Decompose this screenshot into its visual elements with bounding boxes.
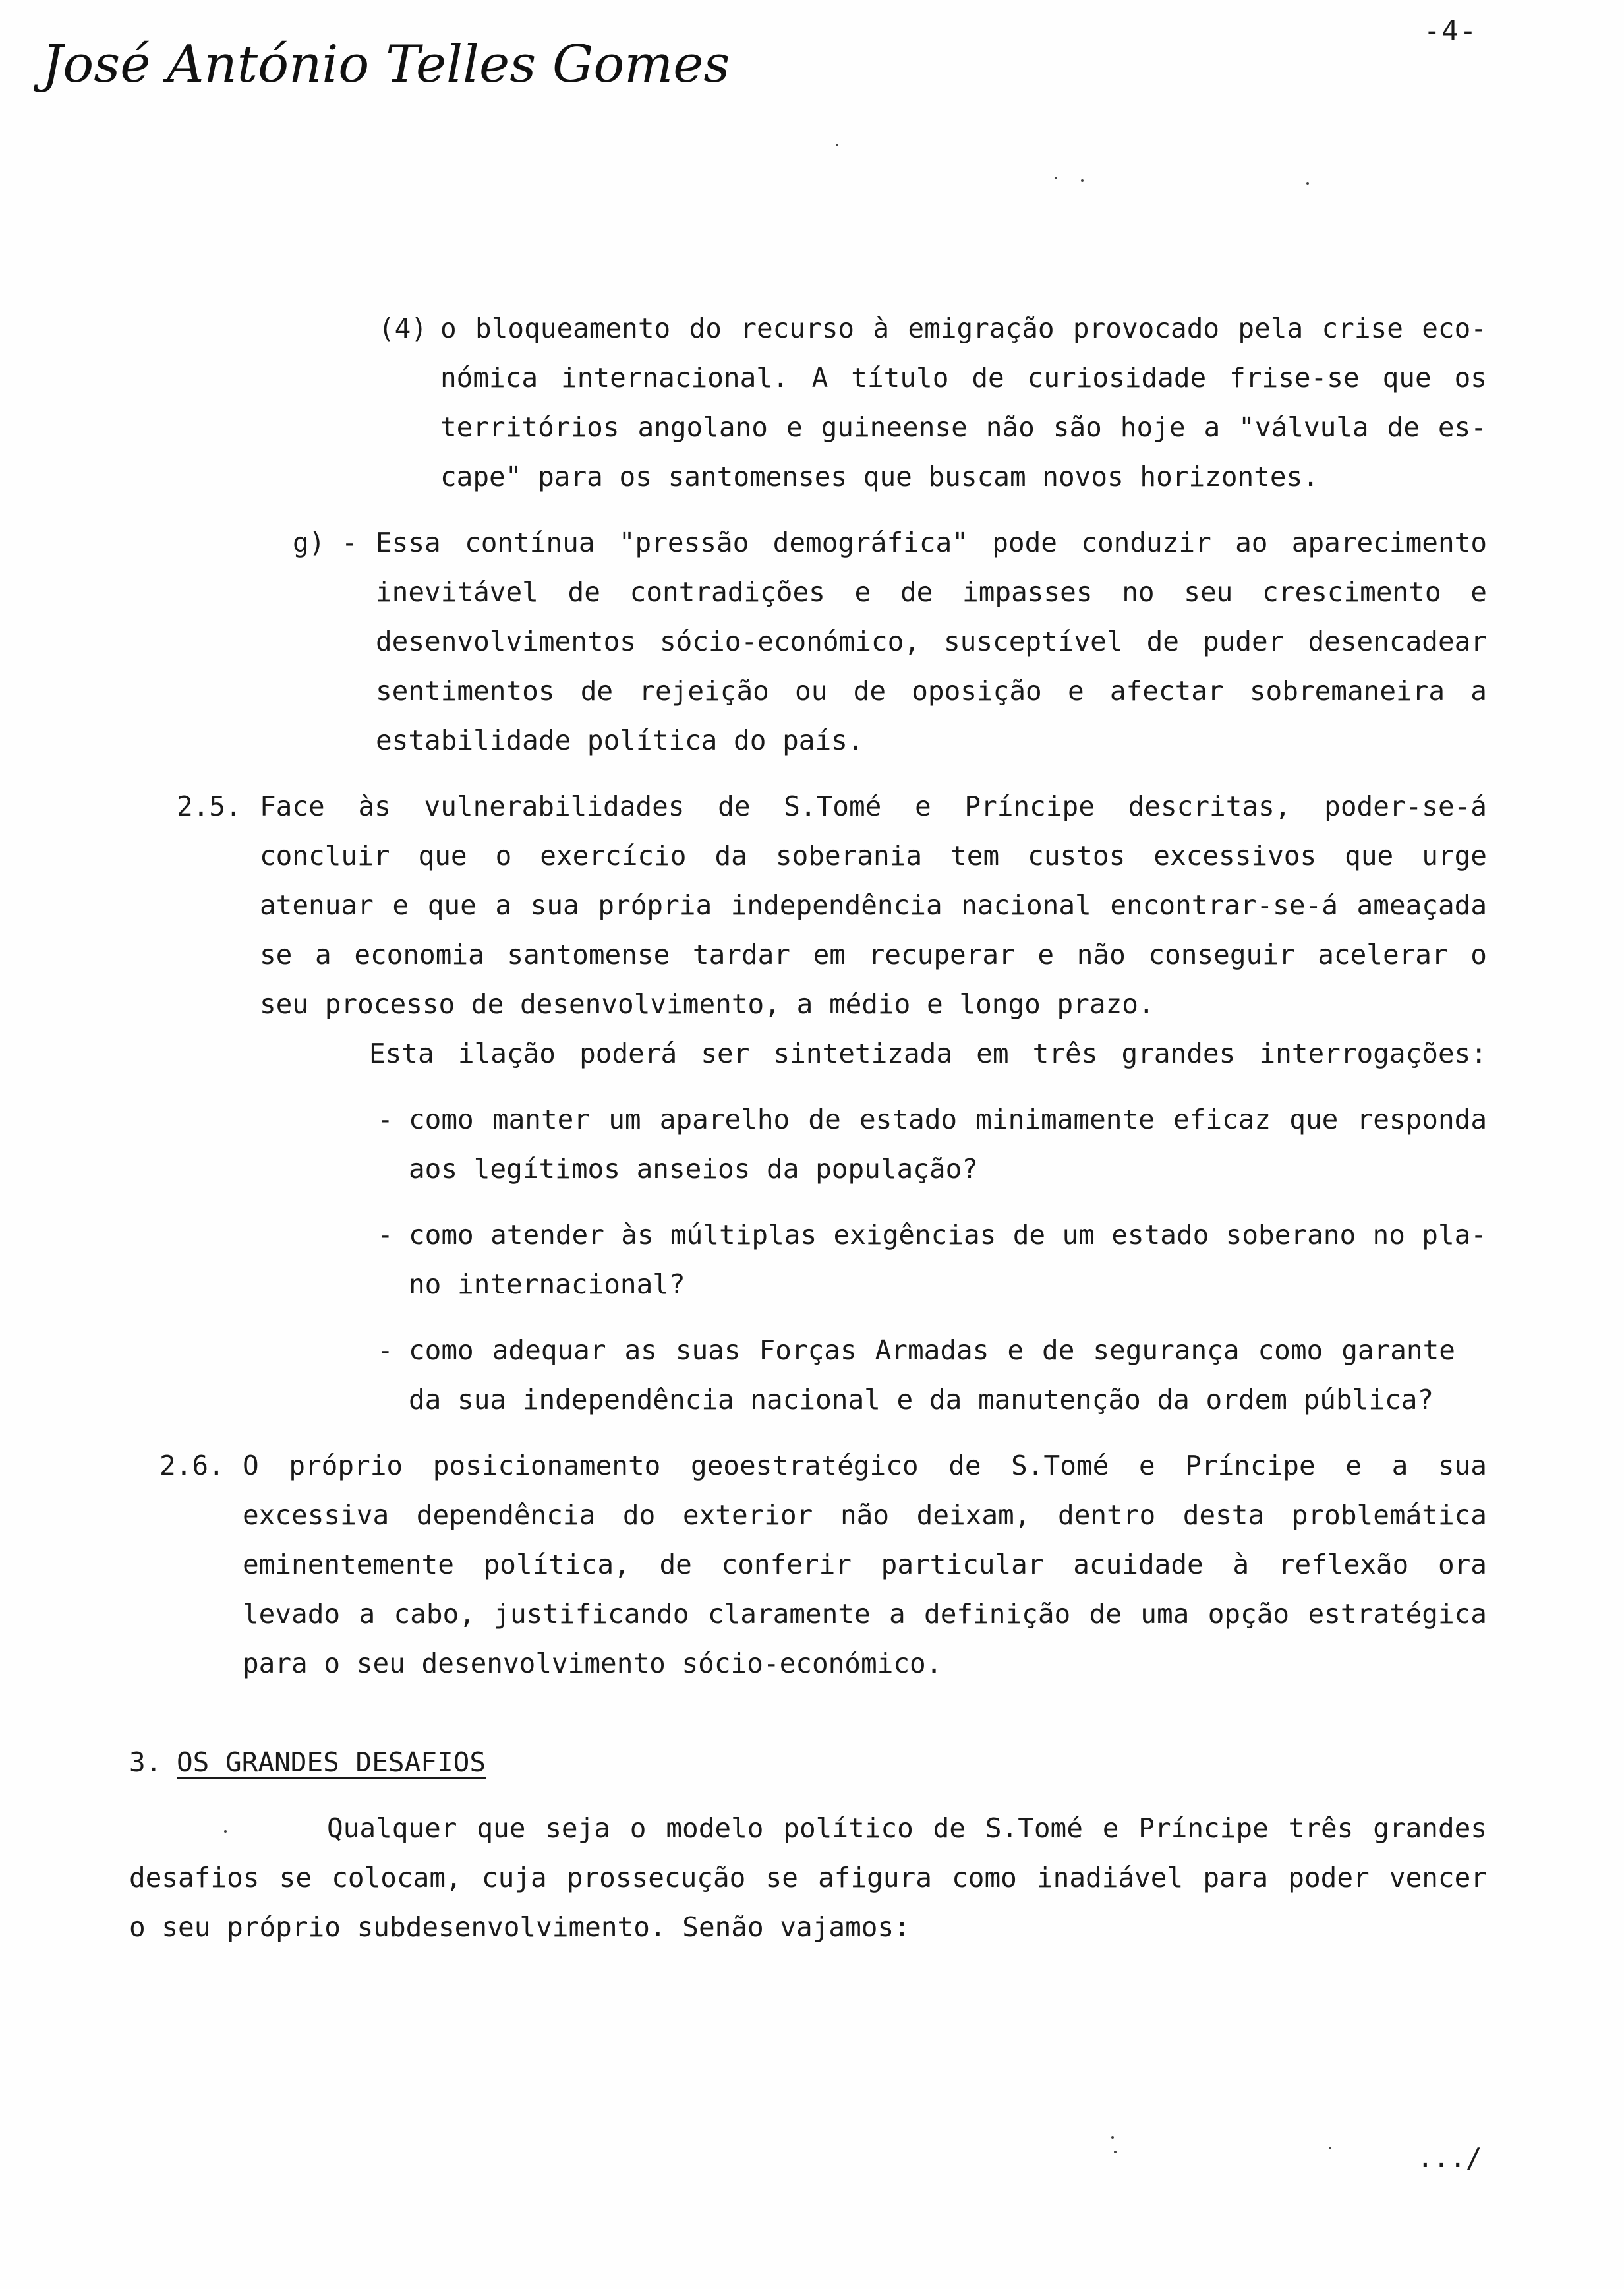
scan-speck [1306,182,1309,185]
section-2-6-line-5: para o seu desenvolvimento sócio-económico. [243,1648,942,1679]
question-1-dash: - [377,1104,393,1135]
item-g-line-5: estabilidade política do país. [376,725,864,756]
section-2-5-intro: Esta ilação poderá ser sintetizada em três grandes interrogações: [369,1038,1487,1069]
continuation-mark: .../ [1417,2142,1482,2174]
section-3-line-1: Qualquer que seja o modelo político de S.Tomé e Príncipe três grandes [327,1812,1487,1844]
scan-speck [1055,177,1057,179]
item-g-line-3: desenvolvimentos sócio-económico, susceptível de puder desencadear [376,626,1487,657]
section-2-5-line-1: Face às vulnerabilidades de S.Tomé e Príncipe descritas, poder-se-á [260,790,1487,822]
item-g-marker: g) - [293,527,358,558]
item-g-line-2: inevitável de contradições e de impasses no seu crescimento e [376,576,1487,608]
scan-speck [1081,179,1084,182]
author-signature [40,26,730,105]
section-2-5-line-2: concluir que o exercício da soberania tem custos excessivos que urge [260,840,1487,872]
section-2-5-line-3: atenuar e que a sua própria independência nacional encontrar-se-á ameaçada [260,889,1487,921]
question-3-line-1: como adequar as suas Forças Armadas e de segurança como garante [409,1334,1455,1366]
question-2-line-1: como atender às múltiplas exigências de um estado soberano no pla- [409,1219,1487,1251]
scan-speck [836,144,838,146]
item-4-line-3: territórios angolano e guineense não são hoje a "válvula de es- [440,411,1487,443]
section-2-5-line-5: seu processo de desenvolvimento, a médio e longo prazo. [260,988,1155,1020]
scan-speck [224,1830,227,1833]
item-4-marker: (4) [378,312,428,344]
item-g-line-4: sentimentos de rejeição ou de oposição e afectar sobremaneira a [376,675,1487,707]
signature-handwriting [40,26,730,105]
section-3-line-2: desafios se colocam, cuja prossecução se afigura como inadiável para poder vencer [129,1862,1487,1893]
scan-speck [1114,2151,1116,2153]
section-3-number: 3. [129,1746,162,1778]
scan-speck [1111,2136,1114,2139]
question-2-dash: - [377,1219,393,1251]
section-2-6-line-3: eminentemente política, de conferir particular acuidade à reflexão ora [243,1549,1487,1580]
section-2-5-number: 2.5. [177,790,242,822]
section-3-heading: OS GRANDES DESAFIOS [177,1746,486,1778]
item-4-line-4: cape" para os santomenses que buscam novos horizontes. [440,461,1319,492]
page-number: -4- [1424,15,1478,47]
question-1-line-1: como manter um aparelho de estado minimamente eficaz que responda [409,1104,1487,1135]
question-3-line-2: da sua independência nacional e da manutenção da ordem pública? [409,1384,1434,1415]
question-3-dash: - [377,1334,393,1366]
item-g-line-1: Essa contínua "pressão demográfica" pode conduzir ao aparecimento [376,527,1487,558]
section-2-6-line-1: O próprio posicionamento geoestratégico de S.Tomé e Príncipe e a sua [243,1450,1487,1481]
item-4-line-2: nómica internacional. A título de curiosidade frise-se que os [440,362,1487,394]
scan-speck [1329,2147,1331,2149]
section-2-6-line-4: levado a cabo, justificando claramente a definição de uma opção estratégica [243,1598,1487,1630]
item-4-line-1: o bloqueamento do recurso à emigração provocado pela crise eco- [440,312,1487,344]
section-2-5-line-4: se a economia santomense tardar em recuperar e não conseguir acelerar o [260,939,1487,970]
question-2-line-2: no internacional? [409,1268,685,1300]
signature-text: José António Telles Gomes [42,35,730,94]
section-2-6-line-2: excessiva dependência do exterior não deixam, dentro desta problemática [243,1499,1487,1531]
question-1-line-2: aos legítimos anseios da população? [409,1153,978,1185]
section-3-line-3: o seu próprio subdesenvolvimento. Senão vajamos: [129,1911,910,1943]
section-2-6-number: 2.6. [160,1450,225,1481]
